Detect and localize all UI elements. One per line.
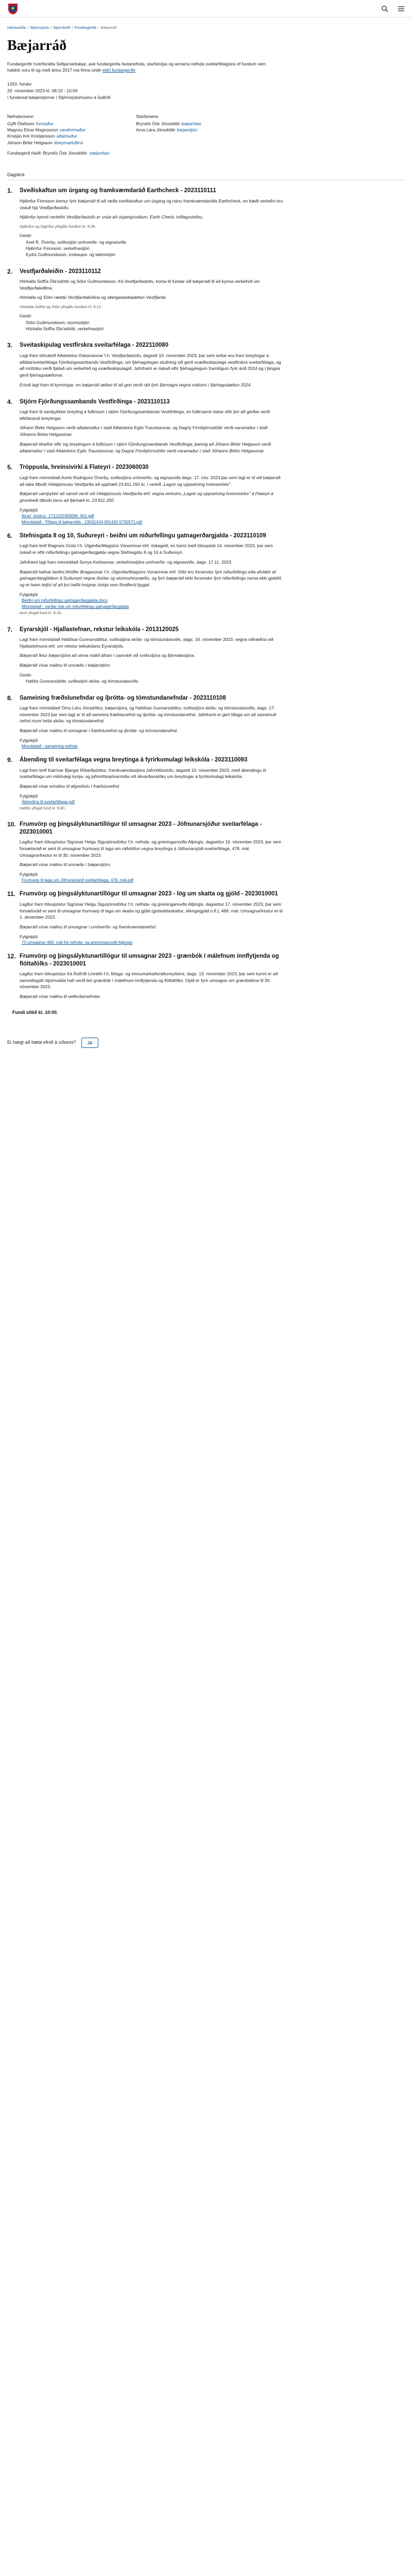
person-name: Kristján Þór Kristjánsson — [7, 133, 55, 139]
agenda-item-body — [20, 268, 283, 335]
agenda-item-number: 1. — [7, 187, 13, 195]
agenda-item — [7, 884, 405, 946]
agenda-item-decision: Bæjarráð samþykkir að samið verði við Vélaþjónustu Vestfjarða ehf. vegna verksins „Lagnir og uppsetning hreinsivirkis" á Flateyri á grundvelli tilboðs þess að fjárhæð kr. 23.811.250. — [20, 491, 273, 503]
agenda-item-number: 8. — [7, 694, 13, 702]
agenda-item-number: 10. — [7, 821, 16, 828]
agenda-item-title: Frumvörp og þingsályktunartillögur til umsagnar 2023 - grænbók í málefnum innflytjenda og flóttafólks - 2023010001 — [20, 953, 279, 967]
breadcrumb — [0, 18, 412, 31]
meeting-date-time: 20. nóvember 2023 kl. 08:10 - 10:00 — [7, 88, 78, 94]
agenda-item-note: Axel yfirgaf fund kl. 9:18. — [20, 611, 62, 616]
header-actions — [381, 5, 405, 12]
members-list — [7, 121, 136, 146]
agenda-item-text: Lagt fram tölvubréf Aðalsteins Óskarssonar f.h. Vestfjarðastofu, dagsett 10. nóvember 2023, þar sem settar eru fram breytingar á aðildarsveitarfélaga Fjórðungssambands Vestfirðinga, um fjárhagslegan stuðning við gerð svæðisskipulags vestfirskra sveitarfélaga, og að móttöku verði fjallað um verkefnið og svæðisskipulagið. Jafnframt er óskað eftir fjárhagslegum framlögum fyrir árið 2024 og í þingsá gerð fjárhagsáætlunar. — [20, 352, 281, 378]
agenda-item — [7, 814, 405, 884]
attachment-link[interactable]: Ábending til sveitarfélaga.pdf — [22, 800, 75, 805]
feedback-yes-button[interactable]: Já — [81, 1038, 98, 1048]
attachment-link[interactable]: Frumvarp til laga um Jöfnunarsjóð sveitarfélaga, 478. mál.pdf — [22, 878, 133, 883]
agenda-item-title: Sveitaskipulag vestfirskra sveitarfélaga - 2022110080 — [20, 342, 168, 349]
agenda-item-body — [20, 398, 283, 457]
agenda-item-body — [20, 890, 283, 946]
agenda-item-title: Frumvörp og þingsályktunartillögur til umsagnar 2023 - lög um skatta og gjöld - 2023010001 — [20, 891, 278, 897]
person-role: formaður — [36, 121, 54, 126]
attachment-link[interactable]: Minnisblað - varðar ósk um niðurfellingu gatnagerðargjalda — [22, 604, 129, 609]
agenda-item-number: 2. — [7, 267, 13, 275]
agenda-item-text: Jafnframt lagt fram minnisblað Sonya Karlssonar, verkefnisstjóra umhverfis- og eignasviðs, dags. 17.11. 2023. — [20, 559, 233, 565]
agenda-item-body — [20, 694, 283, 750]
agenda-item-number: 6. — [7, 532, 13, 540]
intro-text — [7, 61, 275, 74]
guest-entry: Sölvi Guðmundsson, teymisstjóri — [26, 319, 90, 325]
agenda-item-title: Stefnisgata 8 og 10, Suðureyri - beiðni um niðurfellingu gatnagerðargjalda - 2023110109 — [20, 533, 266, 539]
attachments-label: Fylgiskjöl — [20, 934, 38, 939]
agenda-item-number: 7. — [7, 625, 13, 633]
meeting-meta — [7, 81, 405, 100]
agenda-item-text: Lagður fram tölvupóstur Sigrúnar Helgu Sigurjónsdóttur f.h. nefnda- og greiningarsviðs Alþingis, dagsettur 17. nóvember 2023, þar sem forsætisráð er sent til umsagnar frumvarp til laga um skatta og gjöld (gistináttaskattur, áfengisgjald o.fl.), 466. mál. Umsagnarfrestur er til 1. desember 2023. — [20, 901, 283, 920]
agenda-item-title: Sveðiskaftun um úrgang og framkvæmdaráð Earthcheck - 2023110111 — [20, 188, 216, 194]
agenda-item-number: 4. — [7, 398, 13, 405]
person-role: bæjarstjóri — [177, 127, 198, 133]
members-row — [7, 127, 136, 133]
agenda-item-body — [20, 464, 283, 526]
guest-entry: Eydís Guðmundsson, innkaupa- og tæknistjóri — [26, 252, 115, 258]
agenda-item-text: Lagt fram minnisblað Hafdísar Gunnarsdóttur, sviðsstjóra skóla- og tómstundasviðs, dags. 16. nóvember 2023, vegna viðræðna við Hjallastefnuna ehf. um rekstur leikskólans Eyrarskjóls. — [20, 636, 273, 649]
breadcrumb-separator: / — [72, 25, 73, 30]
agenda-item-title: Stjórn Fjórðungssambands Vestfirðinga - 2023110113 — [20, 398, 170, 405]
agenda-items — [7, 180, 405, 1003]
breadcrumb-link-administration[interactable]: Stjórnsýsla — [29, 25, 49, 30]
staff-row — [136, 121, 265, 127]
attachments-label: Fylgiskjöl — [20, 591, 38, 597]
members-column — [7, 113, 136, 146]
agenda-item-body — [20, 756, 283, 814]
agenda-item-decision: Erindi lagt fram til kynningar, en bæjarráð ætlast til að gert verði ráð fyrir fjármagni vegna málsins í fjárhagsáætlun 2024. — [20, 382, 252, 387]
agenda-item — [7, 261, 405, 335]
person-role: áheyrnarfulltrúi — [54, 140, 83, 145]
agenda-item-body — [20, 187, 283, 261]
agenda-item-number: 12. — [7, 953, 16, 960]
agenda-item-title: Vestfjarðaleiðin - 2023110112 — [20, 268, 101, 275]
guests-list — [20, 239, 283, 258]
site-header — [0, 0, 412, 18]
meeting-end: Fundi slitið kl. 10:00. — [12, 1009, 58, 1015]
attachment-link[interactable]: Minnisblað - sameining nefnda — [22, 744, 78, 749]
feedback-box — [7, 1038, 405, 1048]
breadcrumb-separator: / — [50, 25, 52, 30]
members-row — [7, 140, 136, 146]
guests-label: Gestir — [20, 672, 31, 677]
breadcrumb-separator: / — [98, 25, 99, 30]
agenda-item-note: Hörkatla Soffía og Sölvi yfirgáfu fundinn kl. 9:12. — [20, 304, 102, 310]
agenda-item-decision: Bæjarráð vísar málinu til umsagnar í umhverfis- og framkvæmdanefnd. — [20, 924, 157, 930]
attachment-link[interactable]: 73 umsagnar 466. mál frá nefnda- og greiningarsviði Alþingis — [22, 940, 133, 945]
feedback-question: Er hægt að bæta efnið á síðunni? — [7, 1040, 76, 1045]
agenda-item-body — [20, 626, 283, 688]
agenda-item-number: 11. — [7, 890, 16, 898]
members-label: Nefndarmenn — [7, 113, 34, 119]
guests-list — [20, 319, 283, 332]
agenda-item-decision: Bæjarráð vísar málinu til umræðu í bæjarstjórn. — [20, 663, 111, 668]
agenda-item-text: Hjálmfur Finnsson kemur fyrir bæjarráð til að ræða sveðiskaftun um úrgang og nánu framkvæmdaráðs Earthcheck, en bæði verkefni eru vistuð hjá Vestfjarðastofu. — [20, 198, 283, 210]
agenda-item-decision: Bæjarráð tilnefnir eftir sig breytingum á fulltrúum í stjórn Fjórðungssambands Vestfirðinga, þannig að Jóhann Birkir Helgason verði aðalamaður í stað Aðalsteins Egils Traustasonar, og Dagný Finnbjörnsdóttir verði varamaður í stað Jóhanns Birkis Helgasonar. — [20, 441, 271, 453]
breadcrumb-current: Bæjarráð — [100, 25, 117, 30]
agenda-item-note: Hafdís yfirgaf fund kl. 9:40. — [20, 806, 66, 811]
guest-entry: Hafdís Gunnarsdóttir, sviðsstjóri skóla- og tómstundasviðs — [26, 679, 139, 684]
person-role: bæjarritari — [181, 121, 201, 126]
agenda-item-number: 5. — [7, 464, 13, 471]
attachment-link[interactable]: Beiðni um niðurfellingu gatnagerðargjalda.docx — [22, 598, 108, 603]
agenda-item — [7, 619, 405, 688]
staff-column — [136, 113, 265, 146]
agenda-item-decision: Hörkatla og Sölvi ræddu Vestfjarðaleiðina og afangastaðaáætlun Vestfjarða. — [20, 295, 167, 300]
intro-body: Fundargerðir hverfisráða Seltjarnarbæjar, auk fundargerða fastanefnda, starfshópa og annarra nefnda sveitarfélagsins ef fundum sem haldnir voru til og með árinu 2017 má finna undir — [7, 61, 266, 73]
agenda-item-body — [20, 342, 283, 391]
recorder-role: bæjarritari — [90, 150, 110, 156]
agenda-item-number: 9. — [7, 756, 13, 764]
agenda-item-text: Lagt fram bréf Katrínar Bjargar Ríkarðsdóttur, framkvæmdastjóra Jafnréttisstofu, dagsett 10. nóvember 2023, með ábendingu til sveitarfélaga um mikilvægi kynja- og jafnréttissjónarmiða við ákvarðanatöku um breytingar á fyrirkomulagi leikskóla. — [20, 767, 266, 779]
guests-label: Gestir — [20, 313, 31, 319]
agenda-item-text: Lagt fram minnisblað Örnu Láru Jónsdóttur, bæjarstjóra, og Hafdísar Gunnarsdóttur, sviðsstjóra skóla- og tómstundasviðs, dags. 17. nóvember 2023 þar sem lagt er til að sameina fræðslunefnd og íþrótta- og tómstundanefnd. Jafnframt er gert tillaga um að sameinuð nefnd muni heita skóla- og tómstundanefnd. — [20, 705, 276, 724]
agenda-heading: Dagskrá — [7, 172, 25, 178]
attendees — [7, 113, 405, 146]
staff-label: Starfsmenn — [136, 113, 159, 119]
menu-icon[interactable] — [398, 5, 405, 12]
guests-list — [20, 678, 283, 684]
attachments-label: Fylgiskjöl — [20, 872, 38, 877]
attachments-label: Fylgiskjöl — [20, 737, 38, 743]
minutes-recorder — [7, 150, 405, 156]
breadcrumb-link-home[interactable]: Heimasíða — [7, 25, 26, 30]
breadcrumb-link-minutes[interactable]: Fundargerðir — [74, 25, 97, 30]
guests-label: Gestir — [20, 233, 31, 239]
agenda-item — [7, 180, 405, 261]
agenda-item — [7, 946, 405, 1003]
breadcrumb-separator: / — [27, 25, 28, 30]
agenda-item — [7, 335, 405, 391]
agenda-item-body — [20, 821, 283, 884]
meeting-location: í fundarsal bæjarstjórnar í Stjórnsýsluhúsinu á Ísafirði — [7, 94, 111, 100]
members-row — [7, 133, 136, 139]
staff-row — [136, 127, 265, 133]
attachments-label: Fylgiskjöl — [20, 793, 38, 799]
page-title: Bæjarráð — [7, 37, 67, 54]
attachment-link[interactable]: Minnisblað - Tilfaga til bæjarráðs - 23031424-001420 5700571.pdf — [22, 520, 142, 525]
recorder-label: Fundargerð ritaði: — [7, 150, 42, 156]
person-role: aðalmaður — [56, 133, 77, 139]
agenda-item-text: Hörkatla Soffía Óla'sdóttir og Sölvi Guðmundsson, frá Vestfjarðastofu, koma til fundar við bæjarráð til að kynna verkefnið um Vestfjarðaleiðina. — [20, 278, 260, 291]
agenda-item-text: Lagt fram til samþykktar breyting á fulltrúum í stjórn Fjórðungssambands Vestfirðinga, en fulltrúarnir óskar eftir því að gerðar verði eftirfarandi breytingar. — [20, 409, 270, 421]
members-row — [7, 121, 136, 127]
agenda-item-body — [20, 953, 283, 1003]
agenda-item-title: Tröppusla, hreinsivirki á Flateyri - 2023060030 — [20, 464, 149, 471]
agenda-item — [7, 526, 405, 619]
recorder-name: Bryndís Ósk Jónsdóttir — [43, 150, 87, 156]
agenda-item-text: Lagt fram bréf Ragnars Gísla f.h. Útgerðarfélagsins Vonarinnar ehf. óskageill, en barst með tölvupósti 14. nóvember 2023, þar sem óskað er eftir niðurfellingu gatnagerðargjalda vegna Stefnisgötu 8 og 10 á Suðureyri. — [20, 543, 273, 555]
agenda-item-number: 3. — [7, 342, 13, 349]
search-icon[interactable] — [381, 5, 388, 12]
guest-entry: Axel R. Överby, sviðsstjóri umhverfis- og eignasviðs — [26, 239, 126, 245]
agenda-item — [7, 457, 405, 526]
agenda-item-text: Jóhann Birkir Helgason verði aðalamaður í stað Aðalsteins Egils Traustasonar, og Dagný Finnbjörnsdóttir verði varamaður í stað Jóhanns Birkis Helgasonar. — [20, 425, 268, 437]
staff-list — [136, 121, 265, 133]
agenda-item — [7, 688, 405, 750]
person-name: Bryndís Ósk Jónsdóttir — [136, 121, 180, 126]
agenda-item-note: Hjálmfur og Sigríður yfirgáfu fundinn kl. 8:36. — [20, 224, 96, 229]
agenda-item-title: Frumvörp og þingsályktunartillögur til umsagnar 2023 - Jöfnunarsjóður sveitarfélaga - 2023010001 — [20, 821, 262, 835]
breadcrumb-link-governance[interactable]: Stjórnkerfi — [53, 25, 71, 30]
person-name: Gylfi Ólafsson — [7, 121, 35, 126]
guest-entry: Hjálmfur Finnsson, verkefnastjóri — [26, 245, 90, 251]
guest-entry: Hörkatla Soffía Óla'sdóttir, verkefnastjóri — [26, 326, 104, 332]
agenda-item-decision: Bæjarráð felur bæjarstjóra að vinna málið áfram í samráði við sviðsstjóra og fjármálastjóra. — [20, 653, 195, 658]
older-minutes-link[interactable]: eldri fundargerðir — [102, 67, 136, 73]
meeting-number: 1263. fundur — [7, 81, 32, 87]
agenda-item — [7, 392, 405, 457]
person-name: Jóhann Birkir Helgason — [7, 140, 53, 145]
agenda-item-title: Ábending til sveitarfélaga vegna breytinga á fyrirkomulagi leikskóla - 2023110093 — [20, 757, 248, 764]
agenda-item-decision: Hjálmfur kynnti verkefni Vestfjarðastofu er snúa að úrgangsmálum, Earth Check, loftlagsstefnu. — [20, 214, 203, 220]
agenda-item-text: Lagður fram tölvupóstur frá Ástfríði Linnéth f.h. félags- og vinnumarkaðsráðuneytisins, dags. 13. nóvember 2023, þar sem kynnt er að samráðsgátt stjórnvalda hafi verið birt grænbók í málefnum innflytjenda og flóttafólks. Opið er fyrir umsagnir um grænbókina til 30. nóvember 2023. — [20, 971, 278, 990]
agenda-item-title: Sameining fræðslunefndar og íþrótta- og tómstundanefndar - 2023110108 — [20, 694, 226, 701]
agenda-item-title: Eyrarskjól - Hjallastefnan, rekstur leikskóla - 2013120025 — [20, 626, 179, 633]
person-name: Magnús Einar Magnússon — [7, 127, 58, 133]
attachments-label: Fylgiskjöl — [20, 507, 38, 513]
agenda-item-decision: Bæjarráð vísar málinu til umsagnar í fræðslunefnd og íþrótta- og tómstundanefnd. — [20, 728, 178, 734]
agenda-item-decision: Bæjarráð hafnar beiðni Ahölfer Bragasonar f.h. Útgerðarfélagsins Vonarinnar ehf. Slíkt eru forsendur fyrir niðurfellingu eða afsláttir af gatnagerðargjöldum á Suðureyri vegna íbúðar og atvinnuhúsnæðis, og fyrir bæjarráð ekki forsendur fyrir niðurfellingu nema ekki gjaldið, og er hann teljist af að því hafði hnignar óskipi sem föndferöl þygjal. — [20, 569, 282, 588]
person-name: Arna Lára Jónsdóttir — [136, 127, 176, 133]
person-role: varaformaður — [59, 127, 86, 133]
agenda-item-decision: Bæjarráð vísar málinu til velferðarnefndar. — [20, 994, 101, 999]
agenda-item-decision: Bæjarráð vísar erindinu til afgreiðslu í fræðslunefnd. — [20, 784, 121, 789]
agenda-item-text: Lagt fram minnisblað Axels Rodriguez Överby, sviðsstjóra umhverfis- og eignasviðs dags. 17. nóv. 2023 þar sem lagt er til við bæjarráð að taka tilboði Vélaþjónustu Vestfjarða að upphæð 23.811.250 kr. í verkið „Lagnir og uppsetning hreinsivirkis". — [20, 474, 281, 487]
agenda-item — [7, 750, 405, 814]
agenda-item-decision: Bæjarráð vísar málinu til umræðu í bæjarstjórn. — [20, 862, 111, 868]
agenda-item-text: Lagður fram tölvupóstur Sigrúnar Helgu Sigurjónsdóttur f.h. nefnda- og greiningarsviðs Alþingis, dagsettur 16. nóvember 2023, þar sem forsætisráð er sent til umsagnar frumvarp til laga um ráðstöfun vegna breytinga á Jöfnunarsjóði sveitarfélaga, 478. mál. Umsagnarfrestur er til 30. nóvember 2023. — [20, 839, 281, 858]
attachment-link[interactable]: Íbrarí_kostrur_1711202300096_001.pdf — [22, 514, 94, 519]
reykjavik-logo-icon[interactable] — [7, 3, 19, 15]
agenda-item-body — [20, 532, 283, 619]
